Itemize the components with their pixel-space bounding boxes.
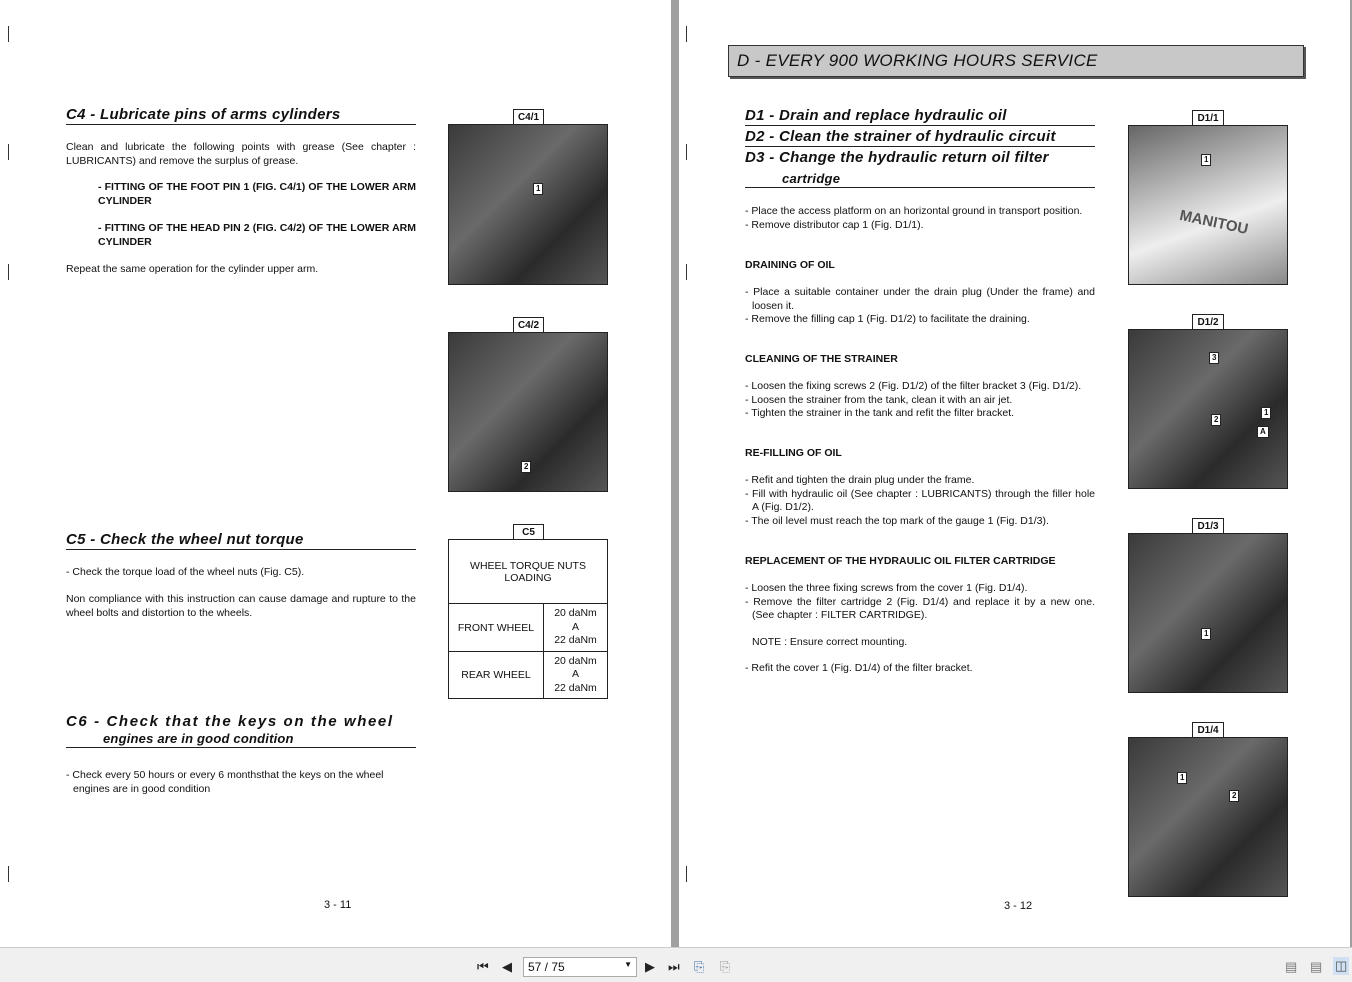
cleaning-text: - Loosen the fixing screws 2 (Fig. D1/2) of the filter bracket 3 (Fig. D1/2). - Loosen the strainer from the tank, clean it with an air jet. - Tighten the strainer in the tank and refit the filter bracket. (745, 380, 1082, 419)
figure-photo-c4-2 (448, 332, 608, 492)
figure-label: C4/1 (513, 109, 544, 125)
callout: 2 (521, 461, 531, 473)
next-page-icon[interactable]: ▶ (645, 959, 655, 974)
row-label: REAR WHEEL (449, 652, 544, 699)
figure-label: D1/2 (1192, 314, 1224, 330)
c4-intro: Clean and lubricate the following points with grease (See chapter : LUBRICANTS) and remove the surplus of grease. (66, 141, 416, 167)
section-title-c4: C4 - Lubricate pins of arms cylinders (66, 106, 416, 125)
callout: 1 (1201, 154, 1211, 166)
callout: 3 (1209, 352, 1219, 364)
margin-mark (686, 264, 687, 280)
pdf-page-left (0, 0, 671, 947)
refilling-text: - Refit and tighten the drain plug under the frame. - Fill with hydraulic oil (See chapter : LUBRICANTS) through the filler hole A (Fig. D1/2). - The oil level must reach the top mark of the gauge 1 (Fig. D1/3). (745, 474, 1095, 527)
margin-mark (686, 866, 687, 882)
subheading-draining: DRAINING OF OIL (745, 259, 835, 271)
margin-mark (686, 26, 687, 42)
margin-mark (8, 264, 9, 280)
margin-mark (8, 866, 9, 882)
c5-text: Non compliance with this instruction can cause damage and rupture to the wheel bolts and distortion to the wheels. (66, 593, 416, 619)
c4-repeat: Repeat the same operation for the cylinder upper arm. (66, 263, 319, 275)
section-title-d3: D3 - Change the hydraulic return oil filter cartridge (745, 149, 1095, 188)
torque-table (448, 539, 608, 699)
last-page-icon[interactable]: ⏭ (668, 959, 680, 974)
figure-label: D1/1 (1192, 110, 1224, 126)
previous-page-icon[interactable]: ◀ (502, 959, 512, 974)
section-banner: D - EVERY 900 WORKING HOURS SERVICE (728, 45, 1304, 77)
c4-item: - FITTING OF THE HEAD PIN 2 (FIG. C4/2) OF THE LOWER ARM CYLINDER (98, 222, 416, 248)
section-title-d2: D2 - Clean the strainer of hydraulic circuit (745, 128, 1095, 147)
page-number: 3 - 12 (1004, 900, 1033, 912)
callout: 1 (533, 183, 543, 195)
pdf-viewer-toolbar (0, 947, 1352, 982)
rotate-view-disabled-icon: ⎘ (720, 959, 731, 974)
subheading-refilling: RE-FILLING OF OIL (745, 447, 842, 459)
c5-text: - Check the torque load of the wheel nuts (Fig. C5). (66, 566, 305, 578)
callout: A (1257, 426, 1269, 438)
page-number: 3 - 11 (324, 899, 352, 911)
section-title-c6: C6 - Check that the keys on the wheel engines are in good condition (66, 713, 416, 748)
chevron-down-icon[interactable]: ▼ (624, 960, 632, 969)
figure-photo-d1-4 (1128, 737, 1288, 897)
figure-label: C4/2 (513, 317, 544, 333)
brand-logo: MANITOU (1177, 206, 1250, 239)
continuous-view-icon[interactable]: ▤ (1310, 959, 1323, 974)
replacement-text: - Loosen the three fixing screws from the cover 1 (Fig. D1/4). - Remove the filter cartridge 2 (Fig. D1/4) and replace it by a new one. (See chapter : FILTER CARTRIDGE). NOTE : Ensure correct mounting. - Refit the cover 1 (Fig. D1/4) of the filter bracket. (745, 582, 1095, 674)
row-value: 20 daNm A 22 daNm (544, 652, 608, 699)
intro-text: - Place the access platform on an horizontal ground in transport position. - Remove distributor cap 1 (Fig. D1/1). (745, 205, 1083, 231)
section-title-c5: C5 - Check the wheel nut torque (66, 531, 416, 550)
torque-table-header: WHEEL TORQUE NUTS LOADING (449, 540, 608, 604)
first-page-icon[interactable]: ⏮ (477, 959, 489, 974)
row-label: FRONT WHEEL (449, 604, 544, 652)
figure-label: C5 (513, 524, 544, 540)
row-value: 20 daNm A 22 daNm (544, 604, 608, 652)
figure-label: D1/3 (1192, 518, 1224, 534)
subheading-cleaning: CLEANING OF THE STRAINER (745, 353, 898, 365)
figure-photo-d1-1 (1128, 125, 1288, 285)
callout: 1 (1177, 772, 1187, 784)
figure-photo-d1-2 (1128, 329, 1288, 489)
callout: 1 (1201, 628, 1211, 640)
callout: 2 (1229, 790, 1239, 802)
figure-label: D1/4 (1192, 722, 1224, 738)
margin-mark (8, 144, 9, 160)
c4-item: - FITTING OF THE FOOT PIN 1 (FIG. C4/1) OF THE LOWER ARM CYLINDER (98, 181, 416, 207)
page-number-input[interactable]: 57 / 75 ▼ (523, 957, 637, 977)
margin-mark (686, 144, 687, 160)
figure-photo-d1-3 (1128, 533, 1288, 693)
pdf-page-right (679, 0, 1350, 947)
subheading-replacement: REPLACEMENT OF THE HYDRAULIC OIL FILTER CARTRIDGE (745, 555, 1056, 567)
section-title-d1: D1 - Drain and replace hydraulic oil (745, 107, 1095, 126)
callout: 1 (1261, 407, 1271, 419)
figure-photo-c4-1 (448, 124, 608, 285)
two-page-view-icon[interactable]: ◫ (1335, 958, 1348, 973)
margin-mark (8, 26, 9, 42)
c6-text: - Check every 50 hours or every 6 monthsthat the keys on the wheel engines are in good condition (66, 769, 384, 795)
callout: 2 (1211, 414, 1221, 426)
single-page-view-icon[interactable]: ▤ (1285, 959, 1298, 974)
rotate-view-icon[interactable]: ⎘ (694, 959, 705, 974)
draining-text: - Place a suitable container under the drain plug (Under the frame) and loosen it. - Remove the filling cap 1 (Fig. D1/2) to facilitate the draining. (745, 286, 1095, 325)
